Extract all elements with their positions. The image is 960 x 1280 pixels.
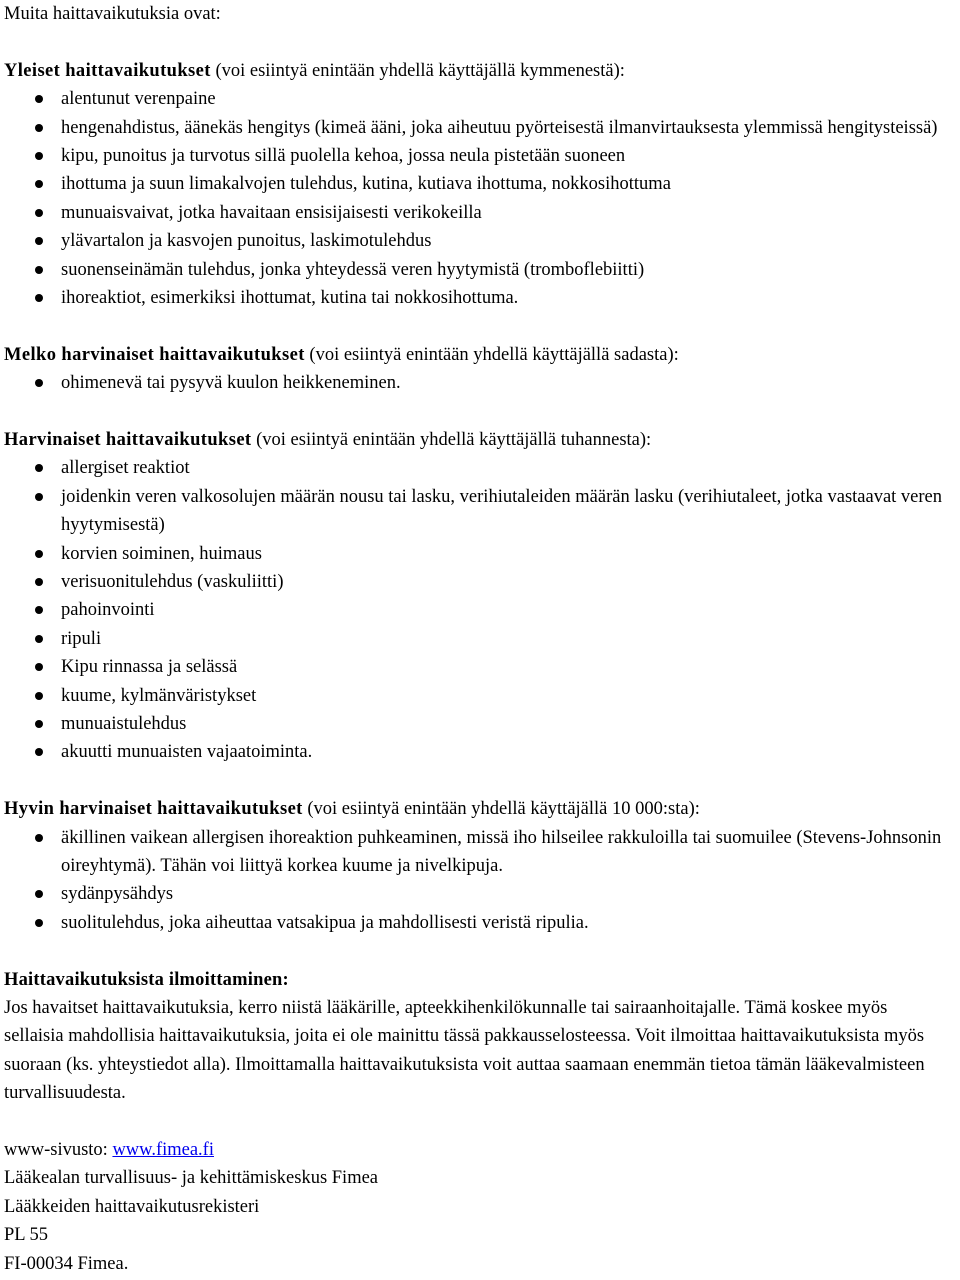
section-heading-line xyxy=(4,57,950,85)
section-qualifier: (voi esiintyä enintään yhdellä käyttäjällä sadasta): xyxy=(304,344,679,365)
list-item: korvien soiminen, huimaus xyxy=(4,540,950,568)
list-item: kipu, punoitus ja turvotus sillä puolella kehoa, jossa neula pistetään suoneen xyxy=(4,142,950,170)
list-item: akuutti munuaisten vajaatoiminta. xyxy=(4,738,950,766)
list-item: joidenkin veren valkosolujen määrän nousu tai lasku, verihiutaleiden määrän lasku (verihiutaleet, jotka vastaavat veren hyytymisestä) xyxy=(4,483,950,540)
section-heading: Yleiset haittavaikutukset xyxy=(4,60,211,81)
list-item: munuaisvaivat, jotka havaitaan ensisijaisesti verikokeilla xyxy=(4,199,950,227)
website-label: www-sivusto: xyxy=(4,1140,113,1161)
list-item: ihottuma ja suun limakalvojen tulehdus, kutina, kutiava ihottuma, nokkosihottuma xyxy=(4,170,950,198)
list-item: alentunut verenpaine xyxy=(4,85,950,113)
contact-line: Lääkealan turvallisuus- ja kehittämiskeskus Fimea xyxy=(4,1168,379,1189)
list-item: Kipu rinnassa ja selässä xyxy=(4,653,950,681)
list-item: sydänpysähdys xyxy=(4,880,950,908)
side-effect-list xyxy=(4,454,950,766)
reporting-heading: Haittavaikutuksista ilmoittaminen: xyxy=(4,969,289,990)
list-item: allergiset reaktiot xyxy=(4,454,950,482)
list-item: hengenahdistus, äänekäs hengitys (kimeä ääni, joka aiheutuu pyörteisestä ilmanvirtauksesta ylemmissä hengitysteissä) xyxy=(4,114,950,142)
list-item: ohimenevä tai pysyvä kuulon heikkeneminen. xyxy=(4,369,950,397)
list-item: ripuli xyxy=(4,625,950,653)
contact-block xyxy=(4,1136,950,1278)
list-item: verisuonitulehdus (vaskuliitti) xyxy=(4,568,950,596)
section-uncommon xyxy=(4,341,950,398)
section-common xyxy=(4,57,950,313)
list-item: ylävartalon ja kasvojen punoitus, laskimotulehdus xyxy=(4,227,950,255)
section-heading: Harvinaiset haittavaikutukset xyxy=(4,430,252,450)
side-effect-list xyxy=(4,85,950,312)
contact-line: FI-00034 Fimea. xyxy=(4,1253,129,1274)
section-rare xyxy=(4,426,950,767)
section-qualifier: (voi esiintyä enintään yhdellä käyttäjällä tuhannesta): xyxy=(251,430,652,450)
list-item: äkillinen vaikean allergisen ihoreaktion puhkeaminen, missä iho hilseilee rakkuloilla tai suomuilee (Stevens-Johnsonin oireyhtymä). Tähän voi liittyä korkea kuume ja nivelkipuja. xyxy=(4,824,950,881)
list-item: suonenseinämän tulehdus, jonka yhteydessä veren hyytymistä (tromboflebiitti) xyxy=(4,256,950,284)
fimea-website-link[interactable]: www.fimea.fi xyxy=(112,1140,214,1161)
list-item: munuaistulehdus xyxy=(4,710,950,738)
intro-text: Muita haittavaikutuksia ovat: xyxy=(4,4,221,24)
contact-line: Lääkkeiden haittavaikutusrekisteri xyxy=(4,1196,260,1217)
reporting-section xyxy=(4,966,950,1108)
section-qualifier: (voi esiintyä enintään yhdellä käyttäjällä kymmenestä): xyxy=(210,60,625,81)
list-item: suolitulehdus, joka aiheuttaa vatsakipua ja mahdollisesti veristä ripulia. xyxy=(4,909,950,937)
side-effect-list xyxy=(4,824,950,938)
list-item: ihoreaktiot, esimerkiksi ihottumat, kutina tai nokkosihottuma. xyxy=(4,284,950,312)
section-very-rare xyxy=(4,795,950,937)
section-heading-line xyxy=(4,795,950,823)
list-item: kuume, kylmänväristykset xyxy=(4,682,950,710)
section-heading-line xyxy=(4,341,950,369)
section-heading-line xyxy=(4,426,950,454)
website-line xyxy=(4,1136,950,1164)
reporting-body: Jos havaitset haittavaikutuksia, kerro niistä lääkärille, apteekkihenkilökunnalle tai sairaanhoitajalle. Tämä koskee myös sellaisia mahdollisia haittavaikutuksia, joita ei ole mainittu tässä pakkausselosteessa. Voit ilmoittaa haittavaikutuksista myös suoraan (ks. yhteystiedot alla). Ilmoittamalla haittavaikutuksista voit auttaa saamaan enemmän tietoa tämän lääkevalmisteen turvallisuudesta. xyxy=(4,998,925,1104)
contact-line: PL 55 xyxy=(4,1225,49,1246)
section-heading: Melko harvinaiset haittavaikutukset xyxy=(4,344,305,365)
list-item: pahoinvointi xyxy=(4,596,950,624)
section-qualifier: (voi esiintyä enintään yhdellä käyttäjällä 10 000:sta): xyxy=(302,799,700,820)
side-effect-list xyxy=(4,369,950,397)
section-heading: Hyvin harvinaiset haittavaikutukset xyxy=(4,799,303,820)
